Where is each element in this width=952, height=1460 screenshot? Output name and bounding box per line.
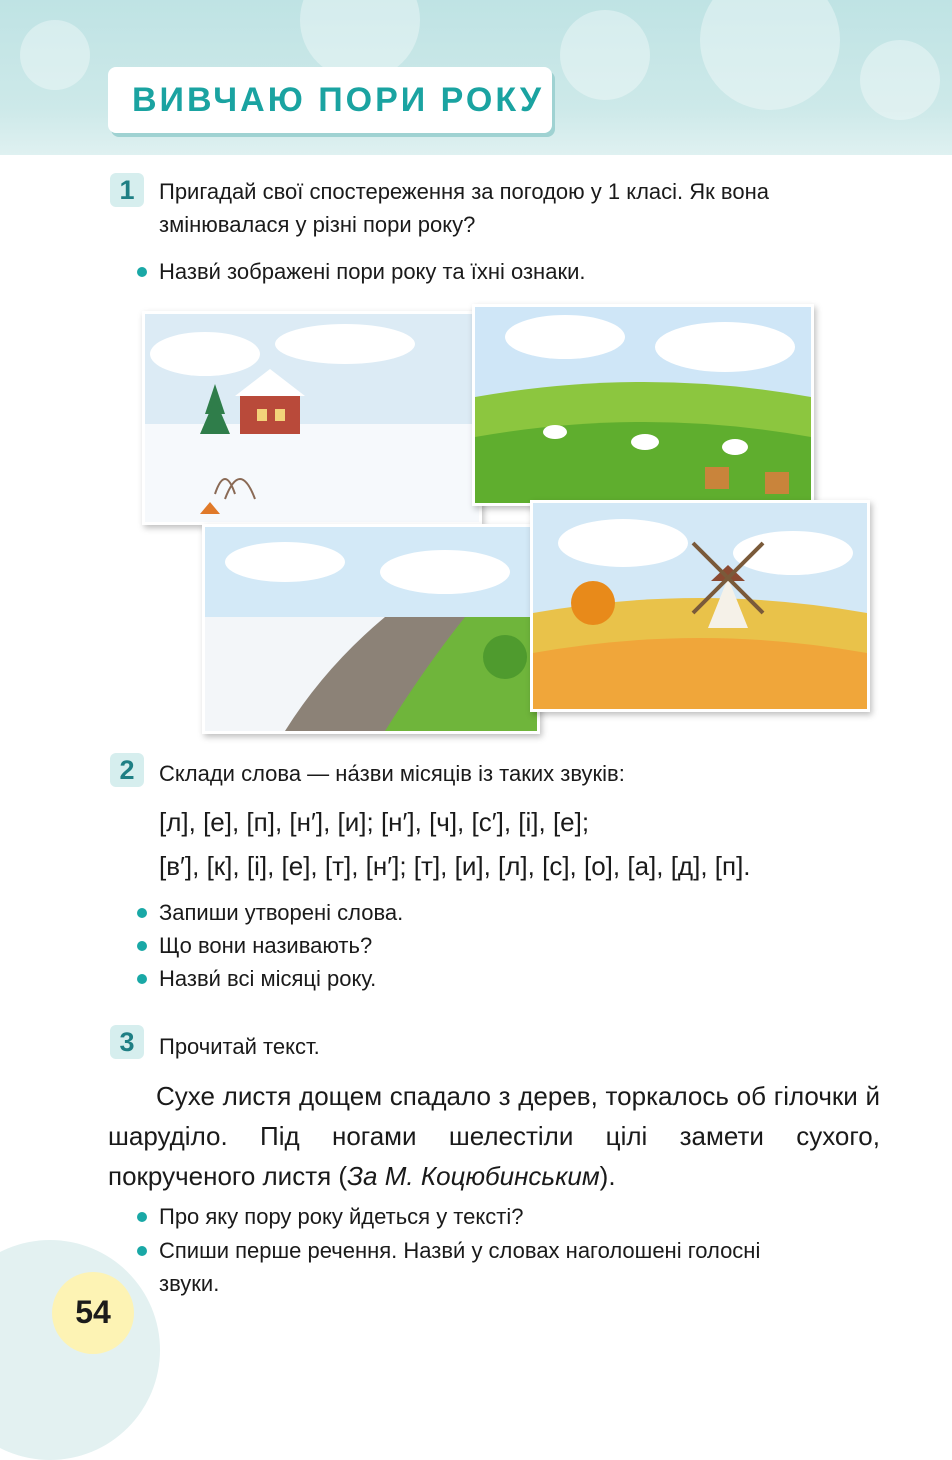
- task-3-bullet-2-line-1: Спиши перше речення. Назви́ у словах наголошені голосні: [159, 1238, 761, 1263]
- summer-illustration: [472, 304, 814, 506]
- bullet-marker: [137, 908, 147, 918]
- bullet-marker: [137, 1212, 147, 1222]
- task-2-title: Склади слова — на́зви місяців із таких звуків:: [159, 761, 625, 786]
- task-3-number: 3: [110, 1025, 144, 1059]
- task-1-line-2: змінювалася у різні пори року?: [159, 212, 476, 237]
- page-number-badge: [52, 1272, 134, 1354]
- bullet-marker: [137, 974, 147, 984]
- task-3-bullet-1: Про яку пору року йдеться у тексті?: [159, 1204, 524, 1229]
- sounds-line-1: [л], [е], [п], [н′], [и]; [н′], [ч], [с′], [і], [е];: [159, 807, 590, 837]
- task-1-bullet: Назви́ зображені пори року та їхні ознаки.: [159, 259, 586, 284]
- bullet-marker: [137, 1246, 147, 1256]
- task-1-number: 1: [110, 173, 144, 207]
- sounds-line-2: [в′], [к], [і], [е], [т], [н′]; [т], [и], [л], [с], [о], [а], [д], [п].: [159, 851, 751, 881]
- task-2-bullet-2: Що вони називають?: [159, 933, 373, 958]
- reading-text-main: Сухе листя дощем спадало з дерев, торкалось об гілочки й шаруділо. Під ногами шелестіли цілі замети сухого, покрученого листя (: [108, 1081, 880, 1191]
- bullet-marker: [137, 941, 147, 951]
- task-2-number: 2: [110, 753, 144, 787]
- task-3-title: Прочитай текст.: [159, 1034, 320, 1059]
- spring-illustration: [202, 524, 540, 734]
- reading-text-citation: За М. Коцюбинським: [347, 1161, 600, 1191]
- winter-illustration: [142, 311, 482, 525]
- task-2-bullet-3: Назви́ всі місяці року.: [159, 966, 377, 991]
- task-3-bullet-2-line-2: звуки.: [159, 1271, 220, 1296]
- page-number: 54: [75, 1294, 111, 1330]
- bullet-marker: [137, 267, 147, 277]
- title-box: [108, 67, 552, 133]
- reading-text-end: ).: [599, 1161, 616, 1191]
- page-title: ВИВЧАЮ ПОРИ РОКУ: [132, 81, 545, 119]
- reading-text: [108, 1076, 880, 1196]
- task-1-line-1: Пригадай свої спостереження за погодою у 1 класі. Як вона: [159, 179, 769, 204]
- task-2-bullet-1: Запиши утворені слова.: [159, 900, 404, 925]
- autumn-illustration: [530, 500, 870, 712]
